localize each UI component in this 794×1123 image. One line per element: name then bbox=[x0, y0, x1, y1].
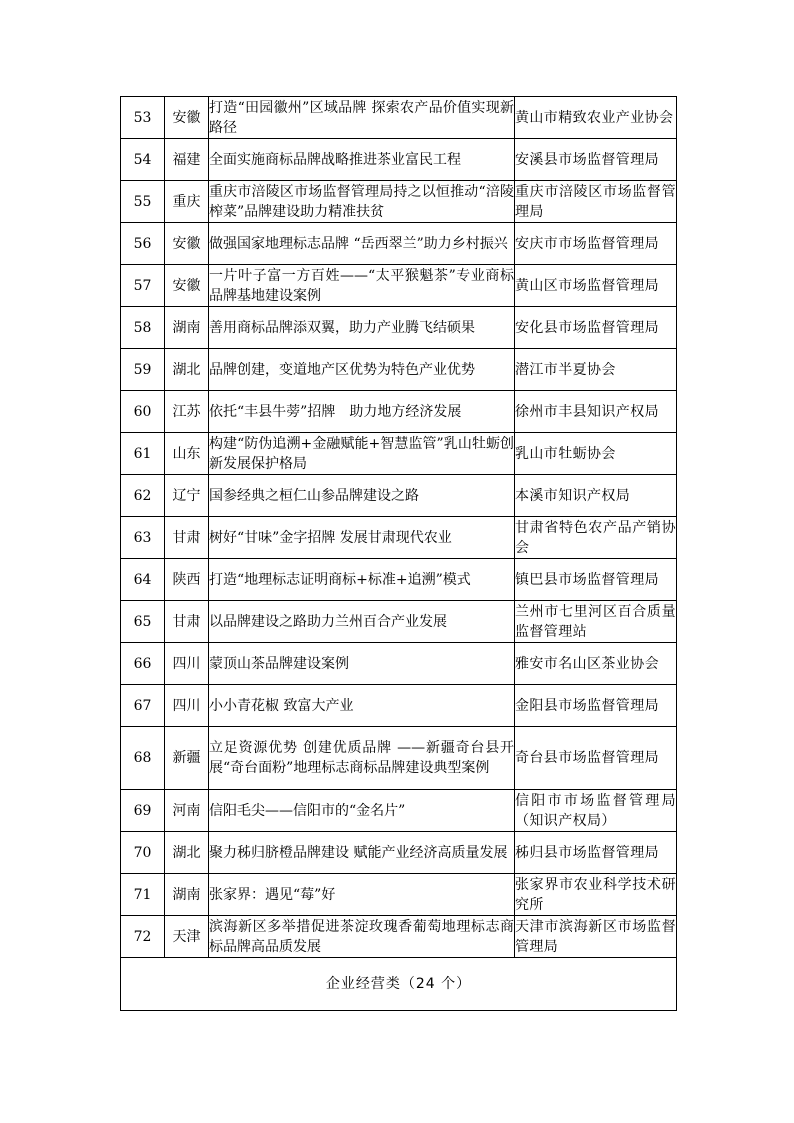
row-case-title: 一片叶子富一方百姓——“太平猴魁茶”专业商标品牌基地建设案例 bbox=[209, 265, 515, 307]
row-case-title: 立足资源优势 创建优质品牌 ——新疆奇台县开展“奇台面粉”地理标志商标品牌建设典型案例 bbox=[209, 727, 515, 790]
row-number: 62 bbox=[121, 475, 165, 517]
row-number: 58 bbox=[121, 307, 165, 349]
row-case-title: 滨海新区多举措促进茶淀玫瑰香葡萄地理标志商标品牌高品质发展 bbox=[209, 916, 515, 958]
row-organization: 安溪县市场监督管理局 bbox=[515, 139, 677, 181]
row-province: 辽宁 bbox=[165, 475, 209, 517]
table-row bbox=[121, 349, 677, 391]
row-organization: 本溪市知识产权局 bbox=[515, 475, 677, 517]
row-case-title: 树好“甘味”金字招牌 发展甘肃现代农业 bbox=[209, 517, 515, 559]
table-row bbox=[121, 643, 677, 685]
row-organization: 秭归县市场监督管理局 bbox=[515, 832, 677, 874]
row-number: 55 bbox=[121, 181, 165, 223]
row-number: 61 bbox=[121, 433, 165, 475]
row-province: 安徽 bbox=[165, 97, 209, 139]
row-case-title: 全面实施商标品牌战略推进茶业富民工程 bbox=[209, 139, 515, 181]
row-number: 56 bbox=[121, 223, 165, 265]
row-case-title: 打造“地理标志证明商标+标准+追溯”模式 bbox=[209, 559, 515, 601]
row-number: 70 bbox=[121, 832, 165, 874]
row-organization: 黄山区市场监督管理局 bbox=[515, 265, 677, 307]
table-row bbox=[121, 307, 677, 349]
row-case-title: 构建“防伪追溯+金融赋能+智慧监管”乳山牡蛎创新发展保护格局 bbox=[209, 433, 515, 475]
row-case-title: 张家界：遇见“莓”好 bbox=[209, 874, 515, 916]
table-row bbox=[121, 265, 677, 307]
row-number: 67 bbox=[121, 685, 165, 727]
row-case-title: 以品牌建设之路助力兰州百合产业发展 bbox=[209, 601, 515, 643]
table-row bbox=[121, 727, 677, 790]
row-number: 60 bbox=[121, 391, 165, 433]
row-case-title: 信阳毛尖——信阳市的“金名片” bbox=[209, 790, 515, 832]
row-province: 湖南 bbox=[165, 874, 209, 916]
section-heading-row bbox=[121, 958, 677, 1011]
case-list-table bbox=[120, 96, 677, 1011]
row-province: 湖南 bbox=[165, 307, 209, 349]
row-province: 陕西 bbox=[165, 559, 209, 601]
row-organization: 重庆市涪陵区市场监督管理局 bbox=[515, 181, 677, 223]
row-organization: 雅安市名山区茶业协会 bbox=[515, 643, 677, 685]
row-number: 59 bbox=[121, 349, 165, 391]
row-province: 安徽 bbox=[165, 223, 209, 265]
table-row bbox=[121, 475, 677, 517]
row-province: 重庆 bbox=[165, 181, 209, 223]
table-row bbox=[121, 223, 677, 265]
row-number: 66 bbox=[121, 643, 165, 685]
row-organization: 兰州市七里河区百合质量监督管理站 bbox=[515, 601, 677, 643]
row-number: 65 bbox=[121, 601, 165, 643]
row-province: 天津 bbox=[165, 916, 209, 958]
table-row bbox=[121, 559, 677, 601]
row-organization: 天津市滨海新区市场监督管理局 bbox=[515, 916, 677, 958]
row-organization: 甘肃省特色农产品产销协会 bbox=[515, 517, 677, 559]
row-case-title: 善用商标品牌添双翼，助力产业腾飞结硕果 bbox=[209, 307, 515, 349]
row-number: 68 bbox=[121, 727, 165, 790]
row-province: 四川 bbox=[165, 643, 209, 685]
row-province: 甘肃 bbox=[165, 517, 209, 559]
table-row bbox=[121, 433, 677, 475]
row-province: 湖北 bbox=[165, 832, 209, 874]
table-row bbox=[121, 181, 677, 223]
row-number: 57 bbox=[121, 265, 165, 307]
row-organization: 徐州市丰县知识产权局 bbox=[515, 391, 677, 433]
row-province: 山东 bbox=[165, 433, 209, 475]
row-organization: 奇台县市场监督管理局 bbox=[515, 727, 677, 790]
row-case-title: 重庆市涪陵区市场监督管理局持之以恒推动“涪陵榨菜”品牌建设助力精准扶贫 bbox=[209, 181, 515, 223]
row-number: 54 bbox=[121, 139, 165, 181]
row-organization: 信阳市市场监督管理局（知识产权局） bbox=[515, 790, 677, 832]
table-row bbox=[121, 517, 677, 559]
table-row bbox=[121, 790, 677, 832]
row-province: 河南 bbox=[165, 790, 209, 832]
row-case-title: 小小青花椒 致富大产业 bbox=[209, 685, 515, 727]
row-case-title: 品牌创建，变道地产区优势为特色产业优势 bbox=[209, 349, 515, 391]
row-number: 71 bbox=[121, 874, 165, 916]
section-heading: 企业经营类（24 个） bbox=[121, 958, 677, 1011]
row-organization: 金阳县市场监督管理局 bbox=[515, 685, 677, 727]
row-province: 安徽 bbox=[165, 265, 209, 307]
row-province: 福建 bbox=[165, 139, 209, 181]
row-province: 湖北 bbox=[165, 349, 209, 391]
table-row bbox=[121, 916, 677, 958]
row-province: 江苏 bbox=[165, 391, 209, 433]
table-row bbox=[121, 685, 677, 727]
row-case-title: 依托“丰县牛蒡”招牌 助力地方经济发展 bbox=[209, 391, 515, 433]
row-number: 53 bbox=[121, 97, 165, 139]
row-number: 63 bbox=[121, 517, 165, 559]
table-row bbox=[121, 832, 677, 874]
row-organization: 张家界市农业科学技术研究所 bbox=[515, 874, 677, 916]
row-organization: 安化县市场监督管理局 bbox=[515, 307, 677, 349]
table-row bbox=[121, 601, 677, 643]
table-row bbox=[121, 97, 677, 139]
row-number: 64 bbox=[121, 559, 165, 601]
row-number: 69 bbox=[121, 790, 165, 832]
row-case-title: 蒙顶山茶品牌建设案例 bbox=[209, 643, 515, 685]
row-case-title: 聚力秭归脐橙品牌建设 赋能产业经济高质量发展 bbox=[209, 832, 515, 874]
table-body bbox=[121, 97, 677, 958]
row-province: 四川 bbox=[165, 685, 209, 727]
row-province: 甘肃 bbox=[165, 601, 209, 643]
row-case-title: 做强国家地理标志品牌 “岳西翠兰”助力乡村振兴 bbox=[209, 223, 515, 265]
row-organization: 安庆市市场监督管理局 bbox=[515, 223, 677, 265]
table-row bbox=[121, 391, 677, 433]
table-row bbox=[121, 874, 677, 916]
row-province: 新疆 bbox=[165, 727, 209, 790]
row-organization: 镇巴县市场监督管理局 bbox=[515, 559, 677, 601]
row-organization: 黄山市精致农业产业协会 bbox=[515, 97, 677, 139]
row-organization: 潜江市半夏协会 bbox=[515, 349, 677, 391]
table-row bbox=[121, 139, 677, 181]
row-number: 72 bbox=[121, 916, 165, 958]
row-organization: 乳山市牡蛎协会 bbox=[515, 433, 677, 475]
row-case-title: 国参经典之桓仁山参品牌建设之路 bbox=[209, 475, 515, 517]
row-case-title: 打造“田园徽州”区域品牌 探索农产品价值实现新路径 bbox=[209, 97, 515, 139]
